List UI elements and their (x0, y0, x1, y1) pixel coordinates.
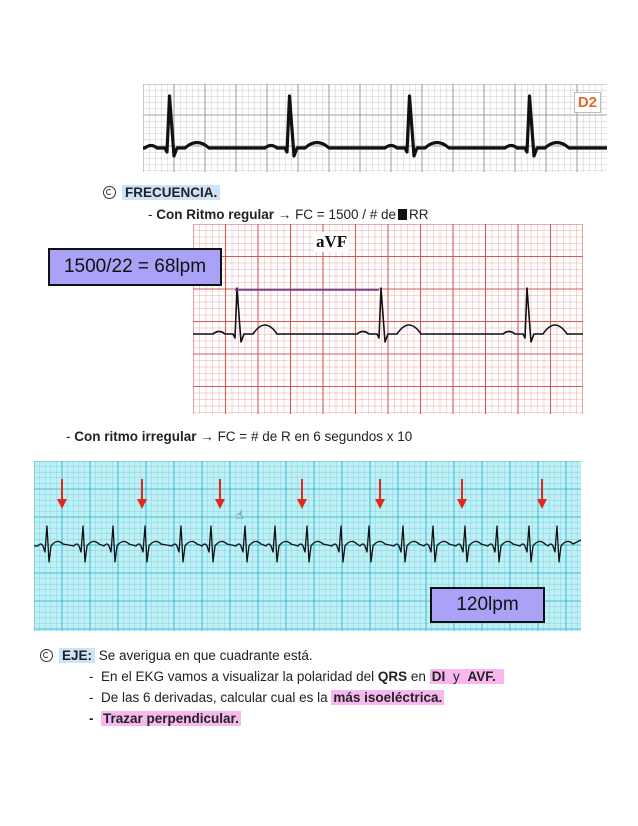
regular-rhythm-line: - Con Ritmo regular → FC = 1500 / # de RR (148, 207, 429, 222)
ekg-strip-avf (193, 224, 583, 414)
ekg-d2-graph (143, 84, 607, 172)
radiation-bullet-icon (40, 649, 53, 662)
lead-label-d2: D2 (574, 92, 601, 113)
regular-formula: FC = 1500 / # de (295, 207, 397, 222)
frequency-calc-box: 1500/22 = 68lpm (48, 248, 222, 286)
irregular-rhythm-label: Con ritmo irregular (74, 429, 197, 444)
ekg-background (143, 84, 607, 172)
eje-intro: Se averigua en que cuadrante está. (98, 648, 313, 663)
eje-item-1: - En el EKG vamos a visualizar la polaridad del QRS en DI y AVF. (89, 668, 504, 685)
eje-heading (40, 647, 313, 664)
arrow-icon: → (277, 207, 292, 222)
frecuencia-heading (103, 184, 220, 201)
ekg-avf-graph (193, 224, 583, 414)
ekg-grid (193, 224, 583, 414)
hand-cursor-icon: ☝ (236, 508, 244, 522)
irregular-rhythm-line: - Con ritmo irregular → FC = # de R en 6 segundos x 10 (66, 429, 413, 444)
square-icon (398, 209, 407, 220)
ekg-strip-d2 (143, 84, 607, 172)
eje-item-2: - De las 6 derivadas, calcular cual es la más isoeléctrica. (89, 690, 443, 705)
arrow-icon: → (200, 429, 214, 444)
regular-rhythm-label: Con Ritmo regular (156, 207, 275, 222)
eje-title: EJE: (59, 648, 95, 663)
frecuencia-title: FRECUENCIA. (122, 185, 220, 200)
bpm-box: 120lpm (430, 587, 545, 623)
irregular-formula: FC = # de R en 6 segundos x 10 (217, 429, 413, 444)
radiation-bullet-icon (103, 186, 116, 199)
eje-item-3: - Trazar perpendicular. (89, 711, 239, 726)
lead-label-avf: aVF (316, 232, 348, 251)
